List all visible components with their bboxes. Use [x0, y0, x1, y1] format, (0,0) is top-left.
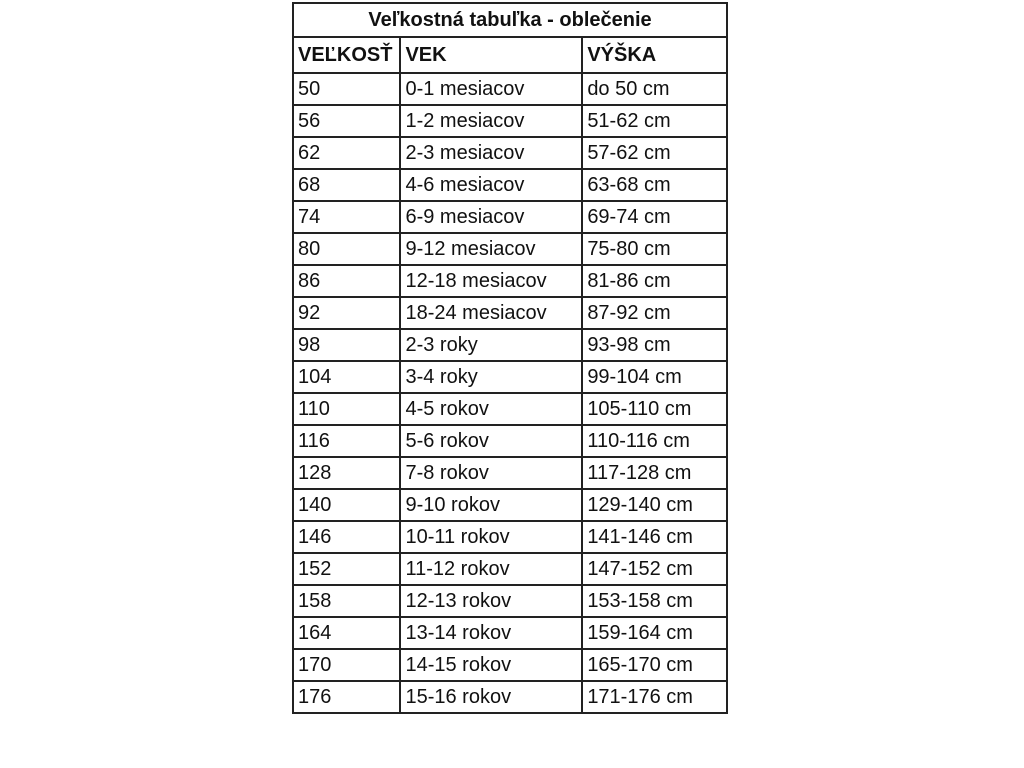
- size-cell: 140: [293, 489, 400, 521]
- height-cell: 99-104 cm: [582, 361, 727, 393]
- size-cell: 62: [293, 137, 400, 169]
- size-cell: 128: [293, 457, 400, 489]
- height-cell: do 50 cm: [582, 73, 727, 105]
- table-row: [293, 617, 727, 649]
- height-cell: 69-74 cm: [582, 201, 727, 233]
- table-row: [293, 681, 727, 713]
- age-cell: 4-5 rokov: [400, 393, 582, 425]
- height-cell: 93-98 cm: [582, 329, 727, 361]
- size-cell: 98: [293, 329, 400, 361]
- table-title: Veľkostná tabuľka - oblečenie: [293, 3, 727, 37]
- size-cell: 164: [293, 617, 400, 649]
- table-row: [293, 201, 727, 233]
- table-row: [293, 297, 727, 329]
- column-header-height: VÝŠKA: [582, 37, 727, 73]
- title-row: [293, 3, 727, 37]
- table-row: [293, 489, 727, 521]
- table-row: [293, 361, 727, 393]
- size-cell: 92: [293, 297, 400, 329]
- size-cell: 104: [293, 361, 400, 393]
- size-cell: 68: [293, 169, 400, 201]
- size-cell: 146: [293, 521, 400, 553]
- table-row: [293, 649, 727, 681]
- height-cell: 75-80 cm: [582, 233, 727, 265]
- table-row: [293, 105, 727, 137]
- age-cell: 15-16 rokov: [400, 681, 582, 713]
- table-row: [293, 585, 727, 617]
- age-cell: 9-10 rokov: [400, 489, 582, 521]
- size-cell: 86: [293, 265, 400, 297]
- table-row: [293, 137, 727, 169]
- age-cell: 0-1 mesiacov: [400, 73, 582, 105]
- height-cell: 171-176 cm: [582, 681, 727, 713]
- height-cell: 63-68 cm: [582, 169, 727, 201]
- height-cell: 105-110 cm: [582, 393, 727, 425]
- size-cell: 170: [293, 649, 400, 681]
- size-cell: 56: [293, 105, 400, 137]
- height-cell: 147-152 cm: [582, 553, 727, 585]
- column-header-age: VEK: [400, 37, 582, 73]
- table-row: [293, 393, 727, 425]
- size-cell: 50: [293, 73, 400, 105]
- header-row: [293, 37, 727, 73]
- age-cell: 6-9 mesiacov: [400, 201, 582, 233]
- size-cell: 110: [293, 393, 400, 425]
- size-cell: 152: [293, 553, 400, 585]
- table-row: [293, 233, 727, 265]
- height-cell: 87-92 cm: [582, 297, 727, 329]
- age-cell: 2-3 mesiacov: [400, 137, 582, 169]
- height-cell: 165-170 cm: [582, 649, 727, 681]
- size-cell: 80: [293, 233, 400, 265]
- size-cell: 158: [293, 585, 400, 617]
- age-cell: 14-15 rokov: [400, 649, 582, 681]
- age-cell: 4-6 mesiacov: [400, 169, 582, 201]
- column-header-size: VEĽKOSŤ: [293, 37, 400, 73]
- table-row: [293, 73, 727, 105]
- age-cell: 18-24 mesiacov: [400, 297, 582, 329]
- table-row: [293, 457, 727, 489]
- size-chart-table: [292, 2, 728, 714]
- table-row: [293, 553, 727, 585]
- table-row: [293, 521, 727, 553]
- height-cell: 57-62 cm: [582, 137, 727, 169]
- size-cell: 176: [293, 681, 400, 713]
- table-row: [293, 425, 727, 457]
- age-cell: 1-2 mesiacov: [400, 105, 582, 137]
- height-cell: 141-146 cm: [582, 521, 727, 553]
- size-cell: 74: [293, 201, 400, 233]
- age-cell: 13-14 rokov: [400, 617, 582, 649]
- height-cell: 153-158 cm: [582, 585, 727, 617]
- age-cell: 7-8 rokov: [400, 457, 582, 489]
- size-cell: 116: [293, 425, 400, 457]
- height-cell: 81-86 cm: [582, 265, 727, 297]
- age-cell: 3-4 roky: [400, 361, 582, 393]
- table-row: [293, 169, 727, 201]
- age-cell: 5-6 rokov: [400, 425, 582, 457]
- height-cell: 51-62 cm: [582, 105, 727, 137]
- table-body: [293, 73, 727, 713]
- table-row: [293, 265, 727, 297]
- age-cell: 9-12 mesiacov: [400, 233, 582, 265]
- table-row: [293, 329, 727, 361]
- age-cell: 12-18 mesiacov: [400, 265, 582, 297]
- height-cell: 110-116 cm: [582, 425, 727, 457]
- height-cell: 159-164 cm: [582, 617, 727, 649]
- age-cell: 11-12 rokov: [400, 553, 582, 585]
- age-cell: 10-11 rokov: [400, 521, 582, 553]
- height-cell: 129-140 cm: [582, 489, 727, 521]
- height-cell: 117-128 cm: [582, 457, 727, 489]
- age-cell: 2-3 roky: [400, 329, 582, 361]
- age-cell: 12-13 rokov: [400, 585, 582, 617]
